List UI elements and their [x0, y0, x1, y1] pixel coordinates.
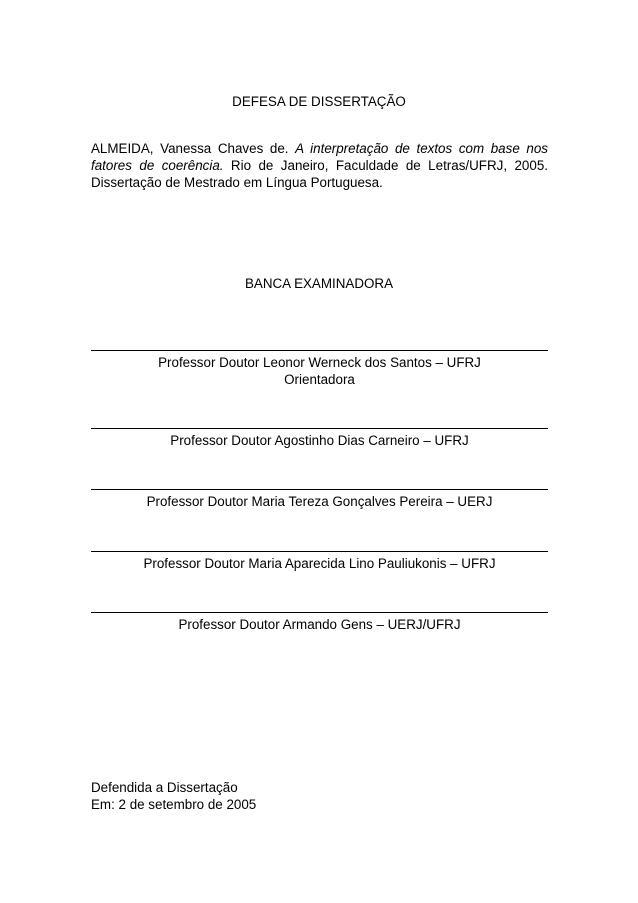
page-title: DEFESA DE DISSERTAÇÃO: [232, 94, 406, 109]
signature-block: [91, 551, 548, 572]
examiner-name: Professor Doutor Maria Tereza Gonçalves Pereira – UERJ: [146, 494, 493, 509]
defense-date: Em: 2 de setembro de 2005: [91, 797, 257, 812]
citation-work-title: A interpretação de textos com base nos fatores de coerência.: [91, 141, 548, 173]
signature-block: [91, 612, 548, 633]
signature-line: [91, 350, 548, 351]
citation-author: ALMEIDA, Vanessa Chaves de.: [91, 141, 296, 156]
signature-line: [91, 551, 548, 552]
signature-line: [91, 428, 548, 429]
citation-paragraph: [91, 140, 548, 191]
signature-block: [91, 489, 548, 510]
signature-line: [91, 489, 548, 490]
signature-block: [91, 350, 548, 388]
examiner-name: Professor Doutor Leonor Werneck dos Santos – UFRJ: [158, 355, 481, 370]
examiner-name: Professor Doutor Maria Aparecida Lino Pauliukonis – UFRJ: [143, 556, 496, 571]
signature-block: [91, 428, 548, 449]
banca-title: BANCA EXAMINADORA: [244, 276, 394, 291]
examiner-name: Professor Doutor Agostinho Dias Carneiro – UFRJ: [170, 433, 469, 448]
examiner-role: Orientadora: [284, 372, 355, 387]
defended-label: Defendida a Dissertação: [91, 780, 238, 795]
footer: [91, 779, 256, 813]
signature-line: [91, 612, 548, 613]
citation-details: Rio de Janeiro, Faculdade de Letras/UFRJ, 2005. Dissertação de Mestrado em Língua Portuguesa.: [91, 158, 548, 190]
examiner-name: Professor Doutor Armando Gens – UERJ/UFRJ: [178, 617, 461, 632]
